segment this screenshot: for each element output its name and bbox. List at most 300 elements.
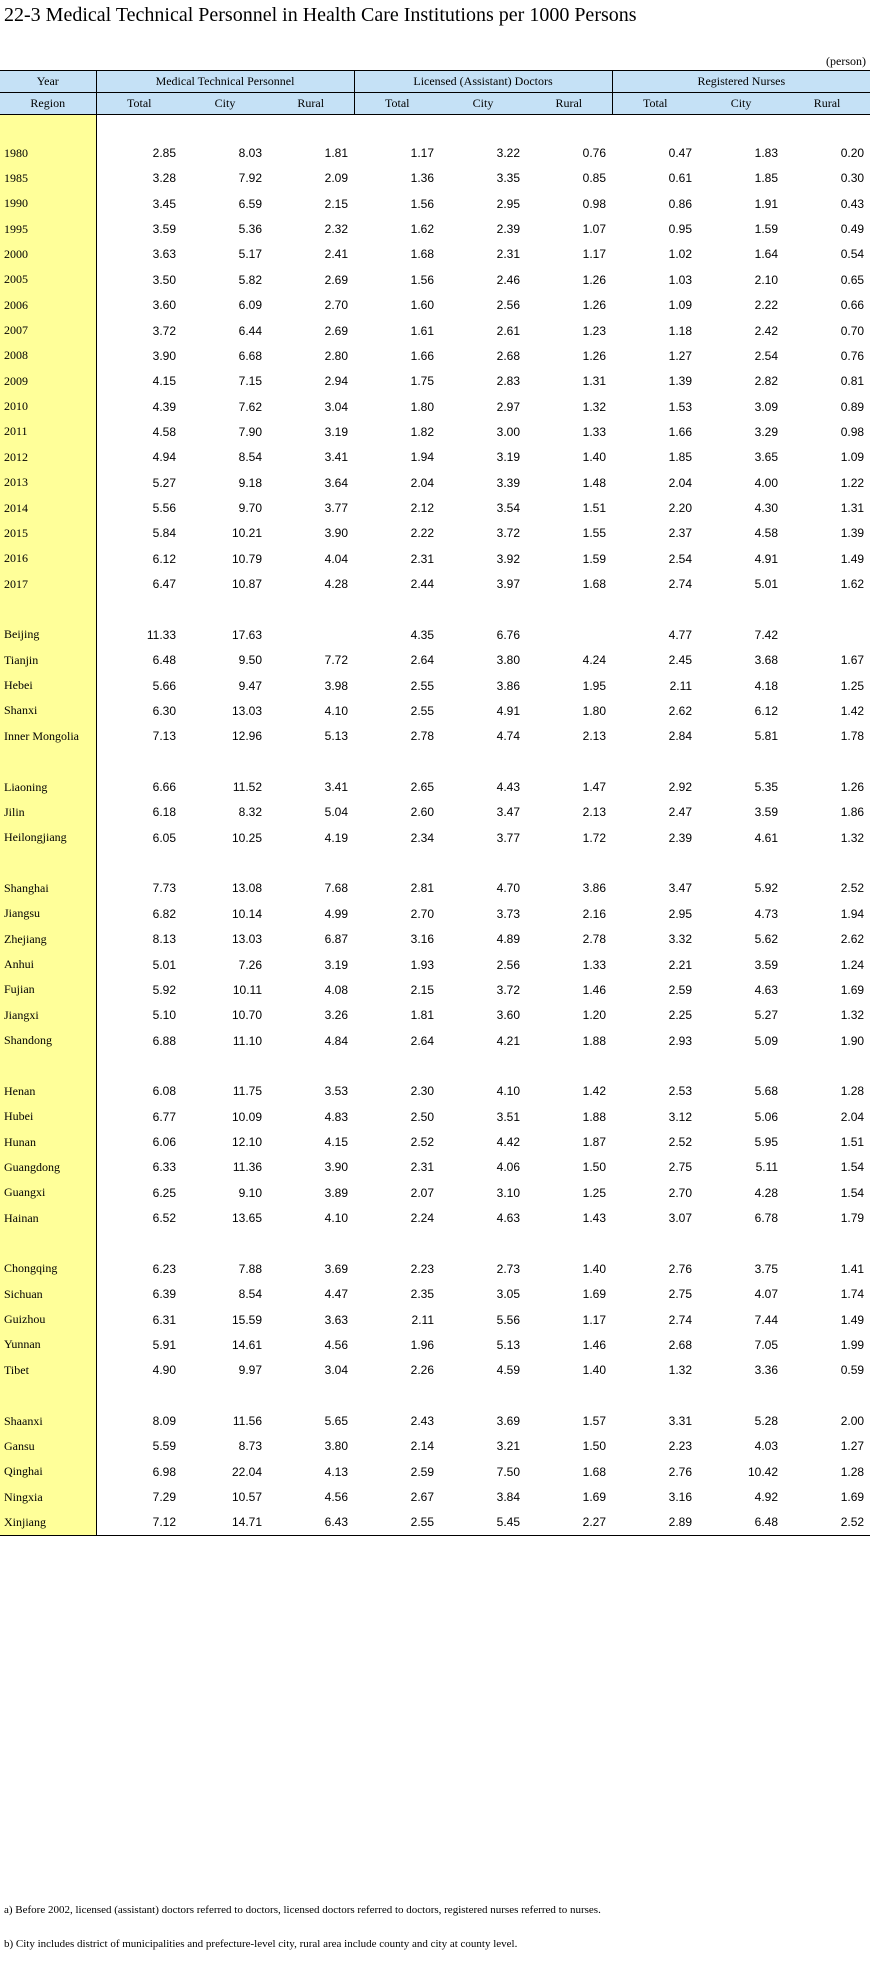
- table-cell: 6.82: [96, 901, 182, 926]
- spacer-cell: [354, 749, 440, 774]
- table-cell: 13.65: [231, 1211, 262, 1226]
- table-cell: 7.72: [324, 653, 349, 668]
- spacer-cell: [526, 1231, 612, 1256]
- table-cell: 2.62: [840, 932, 865, 947]
- table-row: [0, 546, 870, 571]
- table-cell: 6.06: [96, 1129, 182, 1154]
- table-cell: 2.27: [526, 1510, 612, 1536]
- table-cell: 5.35: [754, 780, 779, 795]
- table-cell: 3.29: [754, 424, 779, 439]
- table-cell: 2.52: [668, 1135, 693, 1150]
- table-cell: 6.78: [754, 1211, 779, 1226]
- table-cell: 4.06: [496, 1160, 521, 1175]
- table-cell: 3.32: [668, 932, 693, 947]
- table-cell: 7.05: [754, 1337, 779, 1352]
- table-cell: 2.31: [410, 551, 435, 566]
- spacer-cell: [96, 115, 182, 141]
- table-cell: 1.41: [840, 1261, 865, 1276]
- table-cell: 1.26: [582, 272, 607, 287]
- table-cell: 2.12: [410, 501, 435, 516]
- table-cell: 1.46: [582, 1337, 607, 1352]
- table-cell: 2.55: [410, 678, 435, 693]
- table-row: [0, 1003, 870, 1028]
- table-cell: 3.16: [668, 1490, 693, 1505]
- row-label: Tibet: [0, 1358, 96, 1383]
- spacer-cell: [354, 597, 440, 622]
- table-cell: 3.26: [324, 1008, 349, 1023]
- table-cell: 6.12: [96, 546, 182, 571]
- table-cell: 8.32: [238, 805, 262, 820]
- table-cell: 5.92: [754, 881, 779, 896]
- row-label: Shanghai: [0, 876, 96, 901]
- row-label: Hebei: [0, 673, 96, 698]
- table-cell: 15.59: [231, 1312, 262, 1327]
- table-cell: 3.54: [496, 501, 521, 516]
- table-cell: 3.47: [496, 805, 521, 820]
- table-cell: 9.70: [238, 501, 262, 516]
- table-cell: 1.81: [324, 146, 349, 161]
- table-cell: 0.85: [582, 171, 607, 186]
- table-cell: 2.04: [410, 475, 435, 490]
- table-cell: 4.43: [496, 780, 521, 795]
- table-cell: 10.09: [231, 1109, 262, 1124]
- table-cell: 4.19: [324, 830, 349, 845]
- table-cell: 4.42: [496, 1135, 521, 1150]
- table-cell: 4.89: [496, 932, 521, 947]
- table-cell: 1.93: [410, 957, 435, 972]
- table-cell: 1.56: [410, 196, 435, 211]
- table-cell: 4.84: [324, 1033, 349, 1048]
- table-cell: 6.08: [96, 1079, 182, 1104]
- table-cell: 5.11: [755, 1160, 779, 1175]
- table-row: [0, 927, 870, 952]
- table-cell: 12.96: [231, 729, 262, 744]
- table-cell: 1.17: [582, 247, 607, 262]
- table-cell: 3.04: [324, 399, 349, 414]
- table-cell: 2.52: [784, 1510, 870, 1536]
- table-cell: 1.32: [668, 1363, 693, 1378]
- table-cell: 4.03: [754, 1439, 779, 1454]
- table-cell: 7.50: [496, 1464, 521, 1479]
- spacer-cell: [784, 597, 870, 622]
- table-cell: 2.52: [410, 1135, 435, 1150]
- table-row: [0, 977, 870, 1002]
- spacer-cell: [784, 749, 870, 774]
- table-cell: 4.74: [496, 729, 521, 744]
- table-cell: 6.05: [96, 825, 182, 850]
- table-cell: 0.70: [840, 323, 865, 338]
- table-cell: 1.64: [754, 247, 779, 262]
- table-cell: 4.10: [496, 1084, 521, 1099]
- table-cell: 7.73: [96, 876, 182, 901]
- table-cell: 2.76: [668, 1261, 693, 1276]
- table-cell: 6.12: [754, 703, 779, 718]
- table-cell: 3.75: [754, 1261, 779, 1276]
- spacer-cell: [182, 1231, 268, 1256]
- row-label: Ningxia: [0, 1484, 96, 1509]
- table-cell: 2.22: [410, 526, 435, 541]
- table-cell: 3.64: [324, 475, 349, 490]
- table-cell: 3.90: [324, 526, 349, 541]
- table-cell: 8.54: [238, 1287, 262, 1302]
- table-cell: 1.62: [840, 577, 865, 592]
- table-cell: 3.69: [496, 1414, 521, 1428]
- table-cell: 1.61: [410, 323, 435, 338]
- table-cell: 1.90: [840, 1033, 865, 1048]
- table-cell: 1.23: [582, 323, 607, 338]
- table-cell: 0.30: [840, 171, 865, 186]
- table-cell: 6.87: [324, 932, 349, 947]
- table-cell: 3.72: [96, 318, 182, 343]
- table-row: [0, 267, 870, 292]
- table-cell: 3.60: [96, 293, 182, 318]
- row-label: Xinjiang: [0, 1510, 96, 1536]
- table-cell: 3.98: [324, 678, 349, 693]
- table-cell: 1.28: [840, 1464, 865, 1479]
- table-cell: 2.04: [840, 1109, 865, 1124]
- table-cell: 7.90: [238, 424, 262, 439]
- table-cell: 4.90: [96, 1358, 182, 1383]
- table-cell: 4.83: [324, 1109, 349, 1124]
- subcol-header-city: City: [698, 93, 784, 115]
- spacer-cell: [96, 597, 182, 622]
- table-cell: 1.94: [410, 450, 435, 465]
- table-cell: 3.16: [410, 932, 435, 947]
- table-cell: 10.21: [231, 526, 262, 541]
- table-cell: 1.40: [582, 1363, 607, 1378]
- table-cell: 7.92: [238, 171, 262, 186]
- table-cell: 2.60: [410, 805, 435, 820]
- table-row: [0, 293, 870, 318]
- table-cell: 13.03: [231, 932, 262, 947]
- spacer-cell: [182, 115, 268, 141]
- spacer-cell: [0, 597, 96, 622]
- table-cell: 1.40: [582, 1261, 607, 1276]
- table-cell: 1.81: [410, 1008, 435, 1023]
- table-row: [0, 394, 870, 419]
- table-cell: 3.86: [496, 678, 521, 693]
- table-cell: 5.36: [238, 222, 262, 237]
- table-cell: 7.13: [96, 724, 182, 749]
- row-label: Guangdong: [0, 1155, 96, 1180]
- row-label: 1995: [0, 216, 96, 241]
- table-cell: 1.69: [582, 1287, 607, 1302]
- spacer-cell: [440, 597, 526, 622]
- row-label: 1980: [0, 140, 96, 165]
- table-cell: 3.72: [496, 982, 521, 997]
- table-cell: 2.89: [612, 1510, 698, 1536]
- table-cell: 1.49: [840, 1312, 865, 1327]
- table-cell: 2.92: [668, 780, 693, 795]
- table-cell: 6.59: [238, 196, 262, 211]
- row-label: Shaanxi: [0, 1408, 96, 1433]
- table-cell: 1.57: [582, 1414, 607, 1428]
- table-cell: 4.77: [668, 627, 693, 642]
- table-row: [0, 1434, 870, 1459]
- table-cell: 1.25: [840, 678, 865, 693]
- table-cell: 4.28: [754, 1185, 779, 1200]
- table-cell: 6.66: [96, 774, 182, 799]
- table-cell: 2.13: [582, 805, 607, 820]
- table-cell: 0.95: [668, 222, 693, 237]
- table-cell: 1.31: [582, 374, 607, 389]
- table-cell: 2.15: [324, 196, 349, 211]
- spacer-cell: [182, 1053, 268, 1078]
- table-cell: 3.07: [668, 1211, 693, 1226]
- table-cell: 1.86: [840, 805, 865, 820]
- table-row: [0, 1129, 870, 1154]
- table-cell: 4.99: [324, 906, 349, 921]
- table-cell: 2.24: [410, 1211, 435, 1226]
- table-cell: 1.83: [754, 146, 779, 161]
- spacer-cell: [526, 115, 612, 141]
- table-cell: 2.75: [668, 1160, 693, 1175]
- table-cell: 4.39: [96, 394, 182, 419]
- footnote-b: b) City includes district of municipalities and prefecture-level city, rural area include county and city at county level.: [4, 1938, 518, 1950]
- table-cell: 1.09: [668, 298, 693, 313]
- table-cell: 1.74: [840, 1287, 865, 1302]
- table-cell: 4.61: [754, 830, 779, 845]
- table-cell: 2.70: [324, 298, 349, 313]
- table-row: [0, 495, 870, 520]
- row-label: 2008: [0, 343, 96, 368]
- spacer-row: [0, 597, 870, 622]
- row-label: 2007: [0, 318, 96, 343]
- subcol-header-rural: Rural: [268, 93, 354, 115]
- table-cell: 4.92: [754, 1490, 779, 1505]
- table-cell: 1.27: [668, 348, 693, 363]
- table-cell: 10.42: [748, 1464, 779, 1479]
- table-cell: 4.73: [754, 906, 779, 921]
- table-cell: 4.00: [754, 475, 779, 490]
- table-cell: 0.81: [840, 374, 865, 389]
- table-cell: 2.95: [496, 196, 521, 211]
- spacer-cell: [268, 749, 354, 774]
- spacer-cell: [96, 1231, 182, 1256]
- table-cell: 2.50: [410, 1109, 435, 1124]
- table-cell: 10.11: [232, 982, 262, 997]
- table-cell: 3.12: [668, 1109, 693, 1124]
- table-cell: 2.26: [410, 1363, 435, 1378]
- table-cell: 2.61: [496, 323, 521, 338]
- table-cell: 9.18: [238, 475, 262, 490]
- table-cell: 8.09: [96, 1408, 182, 1433]
- table-cell: 1.42: [840, 703, 865, 718]
- spacer-cell: [182, 749, 268, 774]
- spacer-cell: [0, 1231, 96, 1256]
- row-label: 2016: [0, 546, 96, 571]
- table-cell: 2.55: [410, 703, 435, 718]
- table-cell: 1.28: [840, 1084, 865, 1099]
- table-cell: 6.68: [238, 348, 262, 363]
- spacer-cell: [698, 1383, 784, 1408]
- subcol-header-total: Total: [612, 93, 698, 115]
- table-cell: 3.41: [324, 780, 349, 795]
- table-cell: 7.68: [324, 881, 349, 896]
- table-cell: 2.70: [410, 906, 435, 921]
- table-cell: 1.66: [410, 348, 435, 363]
- subcol-header-total: Total: [96, 93, 182, 115]
- row-label: Anhui: [0, 952, 96, 977]
- table-cell: 3.45: [96, 191, 182, 216]
- table-cell: 7.88: [238, 1261, 262, 1276]
- table-cell: 3.28: [96, 166, 182, 191]
- table-cell: 7.12: [96, 1510, 182, 1536]
- row-label: Zhejiang: [0, 927, 96, 952]
- table-cell: 0.43: [840, 196, 865, 211]
- table-cell: 1.26: [840, 780, 865, 795]
- table-cell: 1.88: [582, 1033, 607, 1048]
- table-row: [0, 698, 870, 723]
- spacer-cell: [268, 1383, 354, 1408]
- table-row: [0, 470, 870, 495]
- table-cell: 1.62: [410, 222, 435, 237]
- spacer-cell: [440, 1053, 526, 1078]
- table-cell: 5.13: [496, 1337, 521, 1352]
- table-cell: 2.11: [411, 1312, 435, 1327]
- table-cell: 4.58: [754, 526, 779, 541]
- table-cell: 0.59: [840, 1363, 865, 1378]
- spacer-row: [0, 115, 870, 141]
- table-cell: 3.22: [496, 146, 521, 161]
- subcol-header-city: City: [182, 93, 268, 115]
- table-cell: [268, 622, 354, 647]
- table-cell: 10.25: [231, 830, 262, 845]
- table-cell: 2.53: [668, 1084, 693, 1099]
- table-cell: 0.20: [840, 146, 865, 161]
- table-cell: 4.56: [324, 1490, 349, 1505]
- table-cell: 6.76: [496, 627, 521, 642]
- table-cell: 1.56: [410, 272, 435, 287]
- table-cell: 2.65: [410, 780, 435, 795]
- table-cell: 2.45: [668, 653, 693, 668]
- stub-header-region: Region: [0, 93, 96, 115]
- table-cell: 2.22: [754, 298, 779, 313]
- table-cell: 3.53: [324, 1084, 349, 1099]
- table-row: [0, 952, 870, 977]
- table-cell: 5.01: [96, 952, 182, 977]
- table-cell: 5.56: [496, 1312, 521, 1327]
- table-cell: 1.20: [582, 1008, 607, 1023]
- row-label: Jiangsu: [0, 901, 96, 926]
- table-cell: 1.18: [668, 323, 693, 338]
- spacer-cell: [784, 1231, 870, 1256]
- table-cell: 3.36: [754, 1363, 779, 1378]
- table-cell: 5.81: [754, 729, 779, 744]
- table-cell: 1.09: [840, 450, 865, 465]
- row-label: Shanxi: [0, 698, 96, 723]
- table-cell: 1.54: [840, 1185, 865, 1200]
- table-cell: 3.69: [324, 1261, 349, 1276]
- table-cell: 5.91: [96, 1332, 182, 1357]
- table-cell: 5.84: [96, 521, 182, 546]
- table-cell: 7.44: [754, 1312, 779, 1327]
- spacer-cell: [0, 749, 96, 774]
- table-cell: 2.44: [410, 577, 435, 592]
- table-cell: 3.68: [754, 653, 779, 668]
- table-cell: 2.34: [410, 830, 435, 845]
- table-cell: 1.50: [582, 1439, 607, 1454]
- table-row: [0, 622, 870, 647]
- table-cell: 2.94: [324, 374, 349, 389]
- spacer-cell: [612, 1231, 698, 1256]
- table-cell: 10.87: [231, 577, 262, 592]
- table-cell: 0.61: [668, 171, 693, 186]
- table-cell: 6.77: [96, 1104, 182, 1129]
- table-cell: 5.27: [96, 470, 182, 495]
- table-cell: 2.64: [410, 1033, 435, 1048]
- table-row: [0, 876, 870, 901]
- table-cell: 9.10: [238, 1185, 262, 1200]
- table-cell: 1.68: [582, 1464, 607, 1479]
- table-cell: 3.59: [754, 957, 779, 972]
- table-row: [0, 166, 870, 191]
- table-cell: 4.56: [324, 1337, 349, 1352]
- table-cell: 3.31: [668, 1414, 693, 1428]
- table-cell: 6.18: [96, 800, 182, 825]
- table-cell: 5.62: [754, 932, 779, 947]
- table-cell: 2.56: [496, 298, 521, 313]
- table-cell: 3.86: [582, 881, 607, 896]
- spacer-cell: [268, 1053, 354, 1078]
- table-cell: 0.89: [840, 399, 865, 414]
- table-cell: 3.59: [754, 805, 779, 820]
- spacer-cell: [698, 1231, 784, 1256]
- table-cell: 2.30: [410, 1084, 435, 1099]
- spacer-cell: [96, 1383, 182, 1408]
- table-cell: 5.28: [754, 1414, 779, 1428]
- table-cell: 3.04: [324, 1363, 349, 1378]
- table-cell: 2.62: [668, 703, 693, 718]
- table-cell: 4.15: [96, 369, 182, 394]
- table-cell: 5.66: [96, 673, 182, 698]
- table-cell: 3.60: [496, 1008, 521, 1023]
- table-row: [0, 1028, 870, 1053]
- spacer-cell: [440, 1231, 526, 1256]
- spacer-cell: [354, 115, 440, 141]
- spacer-row: [0, 850, 870, 875]
- table-cell: 8.03: [238, 146, 262, 161]
- table-cell: 6.09: [238, 298, 262, 313]
- spacer-cell: [526, 597, 612, 622]
- table-cell: 3.21: [496, 1439, 521, 1454]
- table-cell: 1.88: [582, 1109, 607, 1124]
- table-row: [0, 216, 870, 241]
- table-cell: 0.86: [668, 196, 693, 211]
- table-cell: 10.70: [231, 1008, 262, 1023]
- footnote-a: a) Before 2002, licensed (assistant) doctors referred to doctors, licensed doctors referred to doctors, registered nurses referred to nurses.: [4, 1904, 601, 1916]
- table-cell: 4.07: [754, 1287, 779, 1302]
- table-cell: 1.32: [840, 1008, 865, 1023]
- table-cell: 2.84: [668, 729, 693, 744]
- table-cell: 0.98: [582, 196, 607, 211]
- table-cell: 0.47: [668, 146, 693, 161]
- table-cell: 3.77: [496, 830, 521, 845]
- spacer-cell: [612, 850, 698, 875]
- data-table-container: [0, 70, 870, 1536]
- table-cell: 8.54: [238, 450, 262, 465]
- table-cell: 2.31: [410, 1160, 435, 1175]
- table-cell: 2.59: [668, 982, 693, 997]
- table-cell: 13.08: [231, 881, 262, 896]
- table-cell: 1.33: [582, 424, 607, 439]
- table-cell: 5.68: [754, 1084, 779, 1099]
- table-cell: 6.25: [96, 1180, 182, 1205]
- table-cell: 3.59: [96, 216, 182, 241]
- row-label: Fujian: [0, 977, 96, 1002]
- spacer-cell: [612, 115, 698, 141]
- table-cell: 3.51: [496, 1109, 521, 1124]
